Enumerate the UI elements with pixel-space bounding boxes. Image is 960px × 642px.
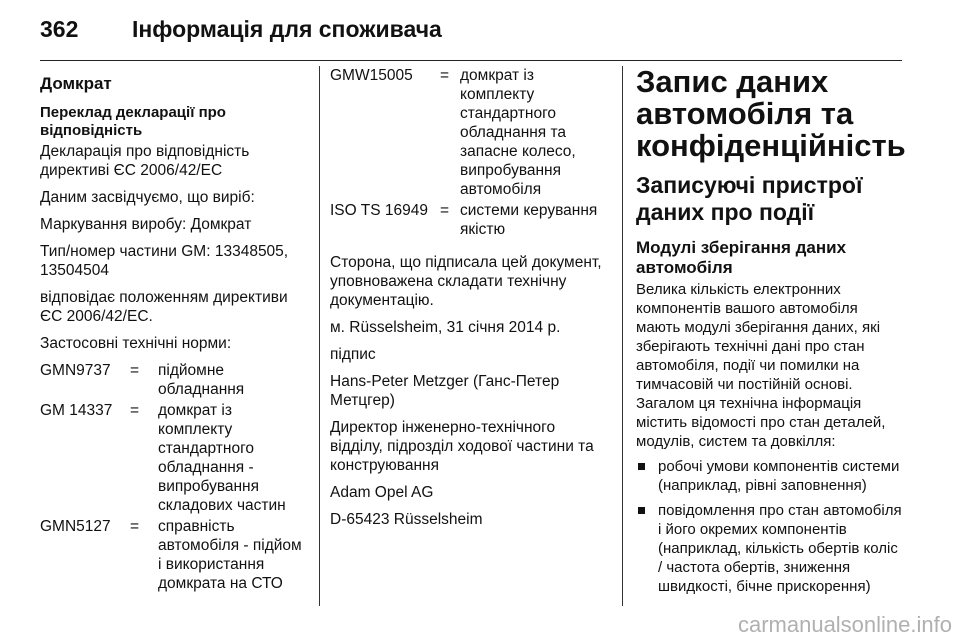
spec-row <box>330 66 602 199</box>
list-item <box>636 457 904 495</box>
spec-eq: = <box>440 202 450 219</box>
paragraph: Тип/номер частини GM: 13348505, 13504504 <box>40 243 289 279</box>
paragraph: Hans-Peter Metzger (Ганс-Петер Метцгер) <box>330 373 560 409</box>
spec-key: GMN5127 <box>40 518 111 535</box>
paragraph: Декларація про відповідність директиві ЄС 2006/42/ЕС <box>40 143 250 179</box>
paragraph: Велика кількість електронних компонентів вашого автомобіля мають модулі зберігання даних, які зберігають технічні дані про стан автомобіля, події чи помилки на тимчасовій чи постійній основі. Загалом ця технічна інформація містить відомості про стан деталей, модулів, систем та довкілля: <box>636 281 886 450</box>
spec-eq: = <box>130 518 140 535</box>
section-title-jack: Домкрат <box>40 74 112 93</box>
spec-value: системи керування якістю <box>460 202 598 238</box>
column-standards-signatory <box>330 66 602 537</box>
paragraph: підпис <box>330 346 376 363</box>
spec-value: домкрат із комплекту стандартного обладнання та запасне колесо, випробування автомобіля <box>460 67 576 198</box>
spec-row <box>40 517 306 593</box>
spec-value: справність автомобіля - підйом і використання домкрата на СТО <box>158 518 302 592</box>
column-jack-declaration <box>40 66 306 595</box>
spec-value: домкрат із комплекту стандартного обладнання - випробування складових частин <box>158 402 286 514</box>
header-rule <box>40 60 902 61</box>
declaration-subtitle: Переклад декларації про відповідність <box>40 104 226 139</box>
spec-row <box>330 201 602 239</box>
paragraph: Adam Opel AG <box>330 484 434 501</box>
spec-row <box>40 361 306 399</box>
paragraph: Сторона, що підписала цей документ, уповноважена складати технічну документацію. <box>330 254 602 309</box>
spec-key: GM 14337 <box>40 402 113 419</box>
paragraph: Застосовні технічні норми: <box>40 335 232 352</box>
page-header <box>40 16 902 52</box>
spec-key: GMN9737 <box>40 362 111 379</box>
square-bullet-icon <box>638 463 645 470</box>
page-number: 362 <box>40 16 79 42</box>
spec-eq: = <box>130 402 140 419</box>
paragraph: м. Rüsselsheim, 31 січня 2014 р. <box>330 319 561 336</box>
list-item-text: робочі умови компонентів системи (наприклад, рівні заповнення) <box>658 458 900 494</box>
paragraph: Маркування виробу: Домкрат <box>40 216 252 233</box>
section-title-data-recording: Запис даних автомобіля та конфіденційність <box>636 64 906 163</box>
list-item <box>636 501 904 596</box>
paragraph: відповідає положенням директиви ЄС 2006/42/ЕС. <box>40 289 288 325</box>
paragraph: Даним засвідчуємо, що виріб: <box>40 189 255 206</box>
spec-eq: = <box>130 362 140 379</box>
square-bullet-icon <box>638 507 645 514</box>
paragraph: D-65423 Rüsselsheim <box>330 511 483 528</box>
column-data-recording <box>636 66 904 602</box>
list-item-text: повідомлення про стан автомобіля і його окремих компонентів (наприклад, кількість обертів коліс / частота обертів, зниження швидкості, бічне прискорення) <box>658 502 902 595</box>
heading-storage-modules: Модулі зберігання даних автомобіля <box>636 238 847 277</box>
spec-row <box>40 401 306 515</box>
spec-value: підйомне обладнання <box>158 362 245 398</box>
watermark: carmanualsonline.info <box>737 612 952 637</box>
column-divider <box>622 66 623 606</box>
paragraph: Директор інженерно-технічного відділу, підрозділ ходової частини та конструювання <box>330 419 594 474</box>
spec-key: ISO TS 16949 <box>330 202 428 219</box>
spec-key: GMW15005 <box>330 67 413 84</box>
bullet-list <box>636 457 904 596</box>
section-subtitle-event-recorders: Записуючі пристрої даних про події <box>636 172 863 225</box>
page-title: Інформація для споживача <box>132 16 442 42</box>
column-divider <box>319 66 320 606</box>
spec-eq: = <box>440 67 450 84</box>
